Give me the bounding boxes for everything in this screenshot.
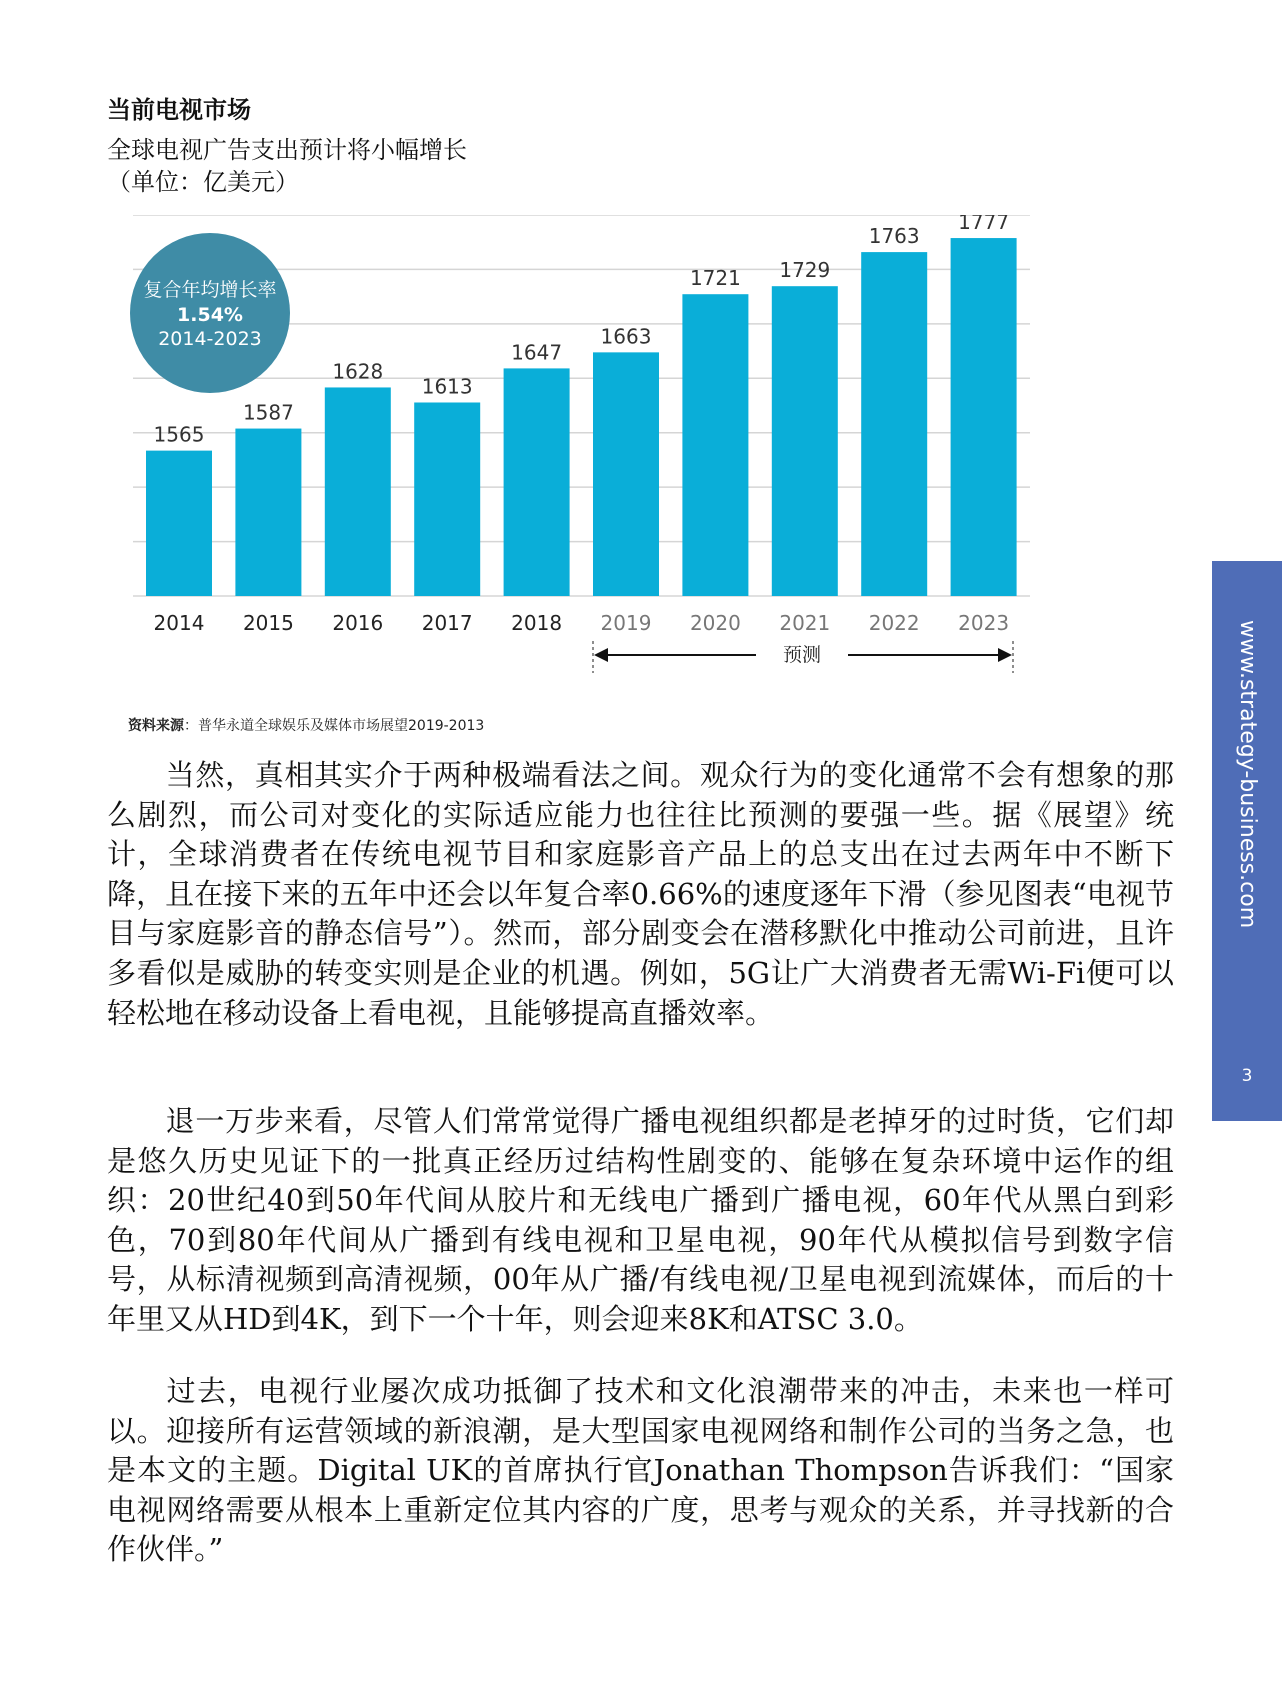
value-label-2014: 1565 xyxy=(153,422,205,447)
paragraph-1-text: 当然，真相其实介于两种极端看法之间。观众行为的变化通常不会有想象的那么剧烈，而公司对变化的实际适应能力也往往比预测的要强一些。据《展望》统计，全球消费者在传统电视节目和家庭影音产品上的总支出在过去两年中不断下降，且在接下来的五年中还会以年复合率0.66%的速度逐年下滑（参见图表“电视节目与家庭影音的静态信号”）。然而，部分剧变会在潜移默化中推动公司前进，且许多看似是威胁的转变实则是企业的机遇。例如，5G让广大消费者无需Wi-Fi便可以轻松地在移动设备上看电视，且能够提高直播效率。 xyxy=(107,758,1174,1030)
x-tick-2017: 2017 xyxy=(421,611,473,635)
x-tick-2018: 2018 xyxy=(511,611,563,635)
value-label-2015: 1587 xyxy=(242,400,294,425)
forecast-label: 预测 xyxy=(782,644,822,666)
chart-source xyxy=(128,715,484,735)
bar-2018 xyxy=(504,368,570,596)
paragraph-3-text: 过去，电视行业屡次成功抵御了技术和文化浪潮带来的冲击，未来也一样可以。迎接所有运营领域的新浪潮，是大型国家电视网络和制作公司的当务之急，也是本文的主题。Digital UK的首席执行官Jonathan Thompson告诉我们：“国家电视网络需要从根本上重新定位其内容的广度，思考与观众的关系，并寻找新的合作伙伴。” xyxy=(107,1374,1174,1567)
value-label-2016: 1628 xyxy=(332,359,384,384)
value-label-2022: 1763 xyxy=(868,224,920,249)
bar-2023 xyxy=(951,238,1017,596)
value-label-2018: 1647 xyxy=(511,340,563,365)
forecast-annotation xyxy=(593,641,1013,673)
paragraph-1 xyxy=(107,756,1174,1033)
cagr-badge-label: 复合年均增长率 xyxy=(143,279,277,301)
bar-2015 xyxy=(235,429,301,596)
x-tick-2016: 2016 xyxy=(332,611,384,635)
page-number: 3 xyxy=(1241,1066,1253,1086)
paragraph-2 xyxy=(107,1102,1174,1340)
bar-2022 xyxy=(861,252,927,596)
x-tick-2014: 2014 xyxy=(153,611,205,635)
paragraph-3 xyxy=(107,1372,1174,1570)
value-label-2023: 1777 xyxy=(958,215,1010,235)
value-label-2017: 1613 xyxy=(421,374,473,399)
bar-2019 xyxy=(593,352,659,596)
cagr-badge-value: 1.54% xyxy=(177,304,243,326)
bar-2020 xyxy=(682,294,748,596)
bar-2014 xyxy=(146,451,212,596)
x-tick-2015: 2015 xyxy=(242,611,294,635)
bar-2021 xyxy=(772,286,838,596)
chart-subtitle: 全球电视广告支出预计将小幅增长 xyxy=(107,136,467,164)
source-text: ：普华永道全球娱乐及媒体市场展望2019-2013 xyxy=(184,718,485,734)
value-label-2021: 1729 xyxy=(779,258,831,283)
x-tick-2019: 2019 xyxy=(600,611,652,635)
value-label-2019: 1663 xyxy=(600,324,652,349)
bar-2017 xyxy=(414,402,480,596)
cagr-badge xyxy=(130,233,290,393)
paragraph-2-text: 退一万步来看，尽管人们常常觉得广播电视组织都是老掉牙的过时货，它们却是悠久历史见证下的一批真正经历过结构性剧变的、能够在复杂环境中运作的组织：20世纪40到50年代间从胶片和无线电广播到广播电视，60年代从黑白到彩色，70到80年代间从广播到有线电视和卫星电视，90年代从模拟信号到数字信号，从标清视频到高清视频，00年从广播/有线电视/卫星电视到流媒体，而后的十年里又从HD到4K，到下一个十年，则会迎来8K和ATSC 3.0。 xyxy=(107,1104,1174,1336)
source-label: 资料来源 xyxy=(128,718,184,734)
chart-section-title: 当前电视市场 xyxy=(107,96,251,124)
x-tick-2023: 2023 xyxy=(958,611,1010,635)
bar-2016 xyxy=(325,387,391,596)
sidebar-url: www.strategy-business.com xyxy=(1235,620,1260,929)
chart-x-axis xyxy=(154,611,1010,635)
cagr-badge-period: 2014-2023 xyxy=(158,328,262,350)
x-tick-2020: 2020 xyxy=(689,611,741,635)
bar-chart xyxy=(100,215,1040,675)
value-label-2020: 1721 xyxy=(689,266,741,291)
forecast-arrow-left xyxy=(594,648,608,662)
x-tick-2021: 2021 xyxy=(779,611,831,635)
x-tick-2022: 2022 xyxy=(868,611,920,635)
chart-unit-label: （单位：亿美元） xyxy=(107,168,299,196)
forecast-arrow-right xyxy=(998,648,1012,662)
